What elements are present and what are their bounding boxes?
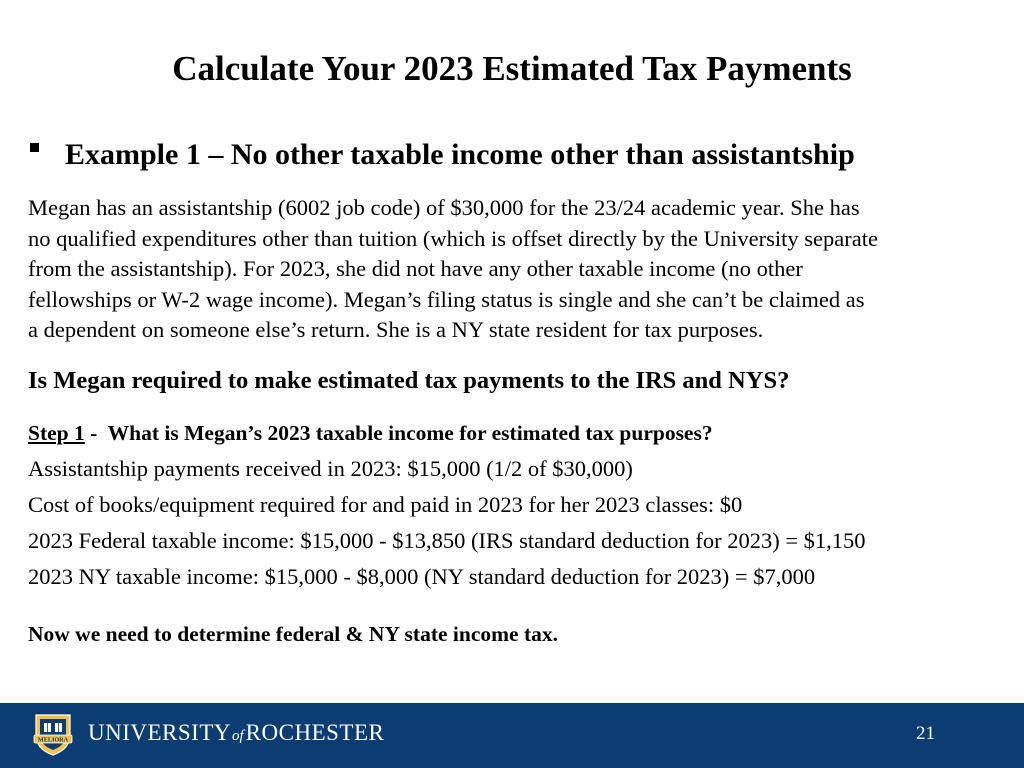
example-bullet	[28, 135, 1008, 179]
wordmark-university: UNIVERSITY	[88, 720, 231, 745]
paragraph-line: no qualified expenditures other than tuition (which is offset directly by the University separate	[28, 225, 878, 251]
paragraph-line: Megan has an assistantship (6002 job code) of $30,000 for the 23/24 academic year. She has	[28, 195, 860, 220]
square-bullet-icon	[30, 143, 39, 152]
conclusion-text: Now we need to determine federal & NY state income tax.	[28, 622, 558, 646]
wordmark-rochester: ROCHESTER	[245, 720, 385, 745]
scenario-paragraph	[28, 193, 1000, 346]
seal-motto: MELIORA	[37, 736, 69, 744]
step-details	[28, 454, 866, 598]
step-heading	[28, 418, 713, 448]
paragraph-line: fellowships or W-2 wage income). Megan’s filing status is single and she can’t be claimed as	[28, 286, 865, 312]
university-seal-icon	[30, 711, 76, 757]
university-wordmark	[88, 718, 384, 751]
step-question: What is Megan’s 2023 taxable income for estimated tax purposes?	[107, 421, 713, 445]
paragraph-line: from the assistantship). For 2023, she did not have any other taxable income (no other	[28, 256, 803, 281]
question-text: Is Megan required to make estimated tax payments to the IRS and NYS?	[28, 367, 790, 394]
step-label: Step 1	[28, 421, 85, 445]
slide-title: Calculate Your 2023 Estimated Tax Payments	[172, 49, 852, 88]
example-heading: Example 1 – No other taxable income other than assistantship	[65, 138, 855, 171]
step-line: Assistantship payments received in 2023: $15,000 (1/2 of $30,000)	[28, 456, 633, 481]
step-line: Cost of books/equipment required for and paid in 2023 for her 2023 classes: $0	[28, 492, 743, 517]
footer-bar	[0, 703, 1024, 768]
paragraph-line: a dependent on someone else’s return. She is a NY state resident for tax purposes.	[28, 317, 764, 342]
wordmark-of: of	[232, 728, 244, 744]
step-separator: -	[84, 421, 108, 445]
step-line: 2023 NY taxable income: $15,000 - $8,000 (NY standard deduction for 2023) = $7,000	[28, 564, 816, 589]
step-line: 2023 Federal taxable income: $15,000 - $13,850 (IRS standard deduction for 2023) = $1,150	[28, 528, 866, 553]
page-number: 21	[916, 723, 935, 744]
